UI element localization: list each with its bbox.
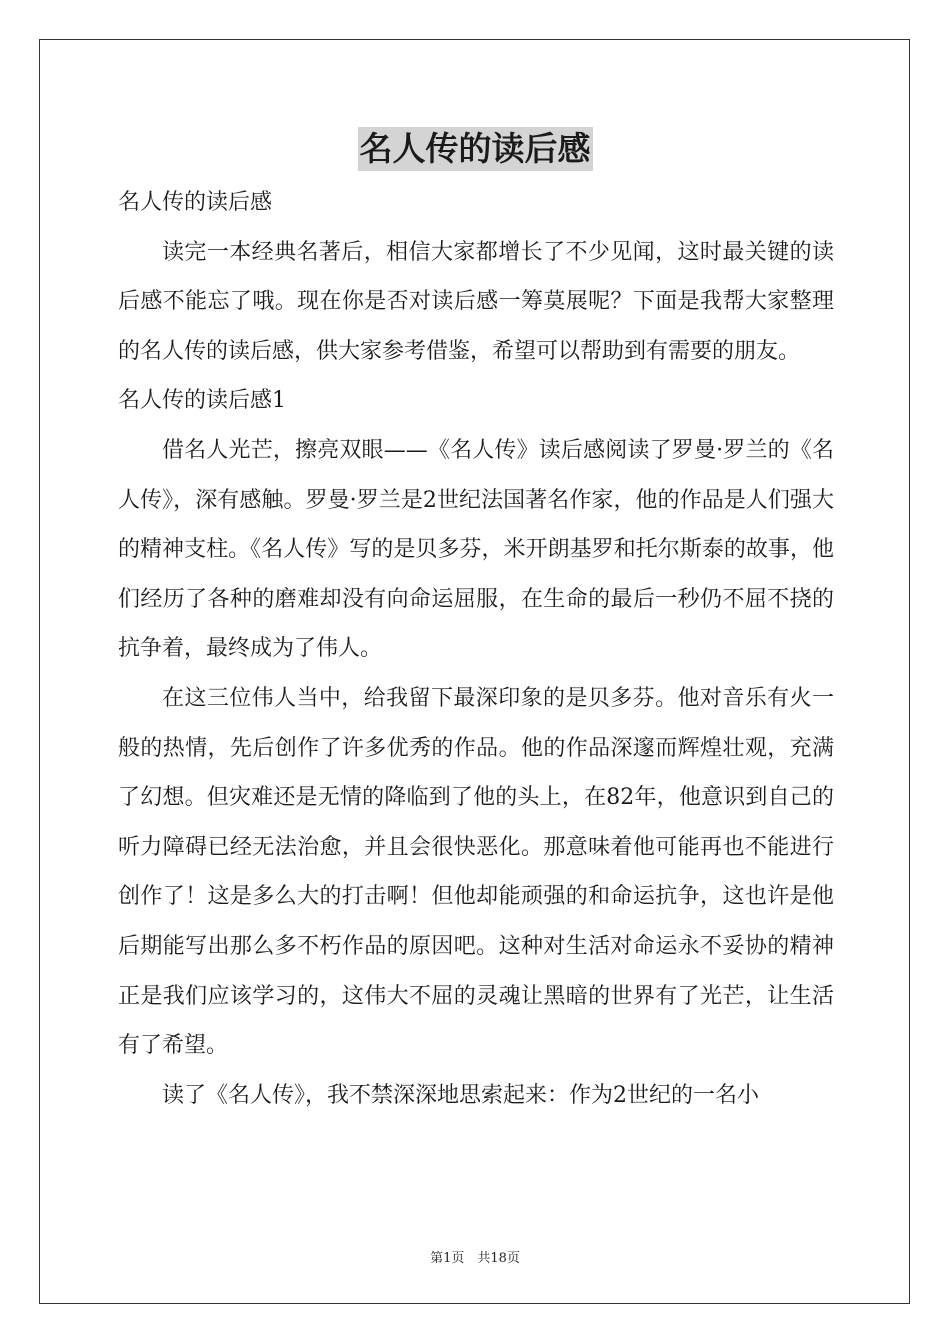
body-paragraph: 在这三位伟人当中，给我留下最深印象的是贝多芬。他对音乐有火一般的热情，先后创作了许多优秀的作品。他的作品深邃而辉煌壮观，充满了幻想。但灾难还是无情的降临到了他的头上，在82年，他意识到自己的听力障碍已经无法治愈，并且会很快恶化。那意味着他可能再也不能进行创作了！这是多么大的打击啊！但他却能顽强的和命运抗争，这也许是他后期能写出那么多不朽作品的原因吧。这种对生活对命运永不妥协的精神正是我们应该学习的，这伟大不屈的灵魂让黑暗的世界有了光芒，让生活有了希望。 [118,685,834,1059]
page-footer: 第1页 共18页 [430,1251,520,1266]
title-container [0,127,950,171]
document-title: 名人传的读后感 [358,127,593,171]
body-paragraph: 读了《名人传》，我不禁深深地思索起来：作为2世纪的一名小 [162,1082,759,1108]
section-heading: 名人传的读后感1 [118,388,286,414]
document-body [118,178,834,1120]
body-paragraph: 借名人光芒，擦亮双眼——《名人传》读后感阅读了罗曼·罗兰的《名人传》，深有感触。罗曼·罗兰是2世纪法国著名作家，他的作品是人们强大的精神支柱。《名人传》写的是贝多芬，米开朗基罗和托尔斯泰的故事，他们经历了各种的磨难却没有向命运屈服，在生命的最后一秒仍不屈不挠的抗争着，最终成为了伟人。 [118,437,834,662]
intro-paragraph: 读完一本经典名著后，相信大家都增长了不少见闻，这时最关键的读后感不能忘了哦。现在你是否对读后感一筹莫展呢？下面是我帮大家整理的名人传的读后感，供大家参考借鉴，希望可以帮助到有需要的朋友。 [118,239,834,364]
document-subtitle: 名人传的读后感 [118,190,273,215]
